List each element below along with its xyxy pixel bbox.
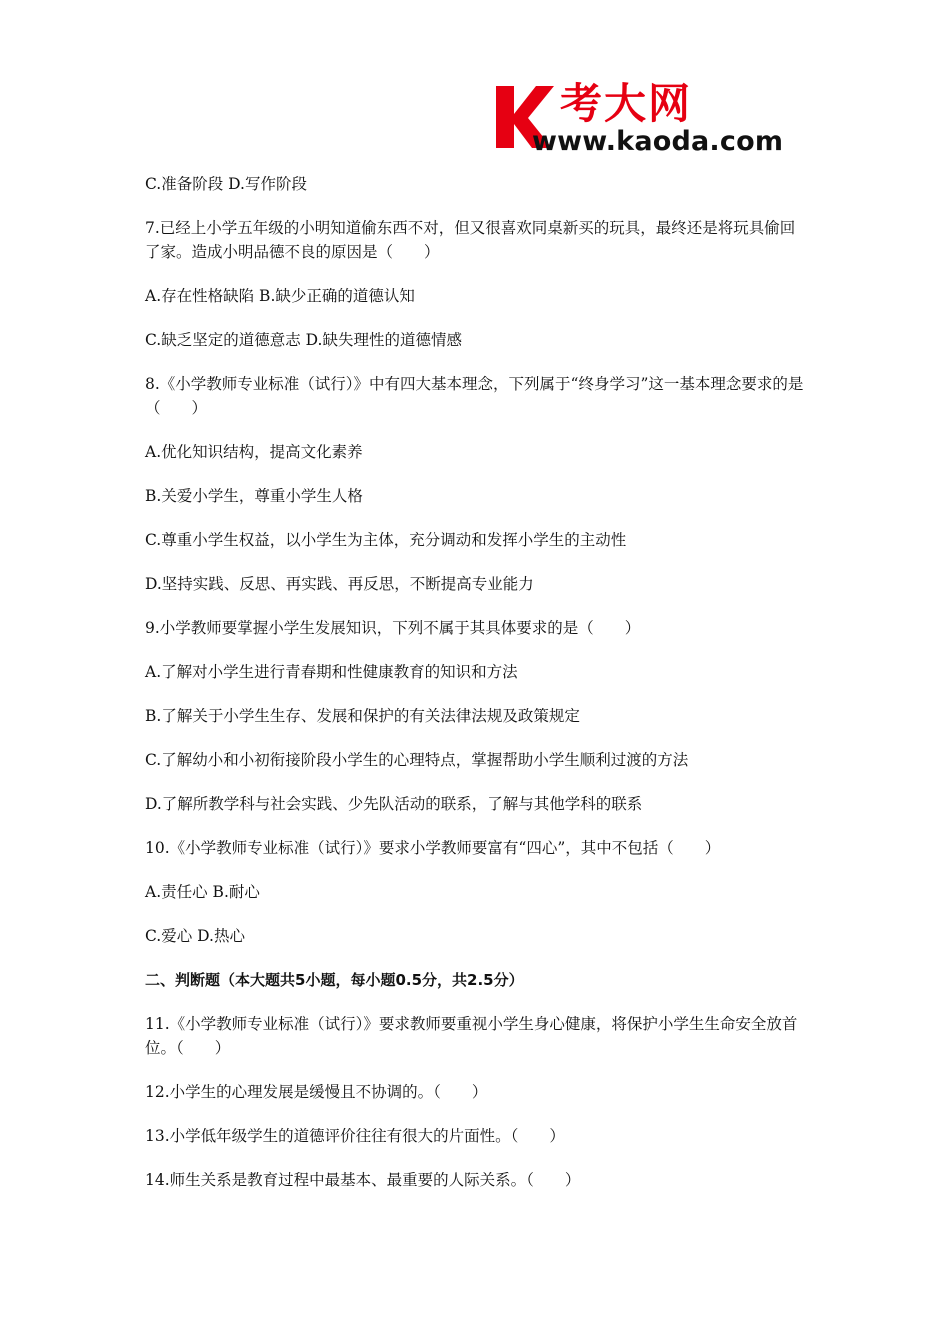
option-line: A.责任心 B.耐心 [145, 883, 260, 901]
question-8: 8.《小学教师专业标准（试行）》中有四大基本理念，下列属于“终身学习”这一基本理念要求的是（ ） [145, 375, 804, 417]
question-9: 9.小学教师要掌握小学生发展知识，下列不属于其具体要求的是（ ） [145, 619, 641, 637]
question-7: 7.已经上小学五年级的小明知道偷东西不对，但又很喜欢同桌新买的玩具，最终还是将玩具偷回了家。造成小明品德不良的原因是（ ） [145, 219, 796, 261]
option-line: D.坚持实践、反思、再实践、再反思，不断提高专业能力 [145, 575, 534, 593]
question-13: 13.小学低年级学生的道德评价往往有很大的片面性。（ ） [145, 1127, 565, 1145]
option-line: D.了解所教学科与社会实践、少先队活动的联系，了解与其他学科的联系 [145, 795, 643, 813]
question-12: 12.小学生的心理发展是缓慢且不协调的。（ ） [145, 1083, 488, 1101]
logo-url-text: www.kaoda.com [532, 126, 784, 157]
question-10: 10.《小学教师专业标准（试行）》要求小学教师要富有“四心”，其中不包括（ ） [145, 839, 721, 857]
option-line: A.了解对小学生进行青春期和性健康教育的知识和方法 [145, 663, 518, 681]
option-line: C.了解幼小和小初衔接阶段小学生的心理特点，掌握帮助小学生顺利过渡的方法 [145, 751, 689, 769]
question-11: 11.《小学教师专业标准（试行）》要求教师要重视小学生身心健康，将保护小学生生命安全放首位。（ ） [145, 1015, 798, 1057]
section-heading: 二、判断题（本大题共5小题，每小题0.5分，共2.5分） [145, 971, 524, 989]
option-line: C.尊重小学生权益，以小学生为主体，充分调动和发挥小学生的主动性 [145, 531, 627, 549]
question-14: 14.师生关系是教育过程中最基本、最重要的人际关系。（ ） [145, 1171, 581, 1189]
option-line: C.准备阶段 D.写作阶段 [145, 175, 307, 193]
kaoda-logo [492, 79, 810, 158]
option-line: C.爱心 D.热心 [145, 927, 245, 945]
option-line: B.了解关于小学生生存、发展和保护的有关法律法规及政策规定 [145, 707, 580, 725]
logo-brand-text: 考大网 [560, 79, 693, 128]
option-line: A.优化知识结构，提高文化素养 [145, 443, 363, 461]
option-line: C.缺乏坚定的道德意志 D.缺失理性的道德情感 [145, 331, 462, 349]
document-body [145, 172, 810, 1212]
option-line: B.关爱小学生，尊重小学生人格 [145, 487, 363, 505]
option-line: A.存在性格缺陷 B.缺少正确的道德认知 [145, 287, 415, 305]
